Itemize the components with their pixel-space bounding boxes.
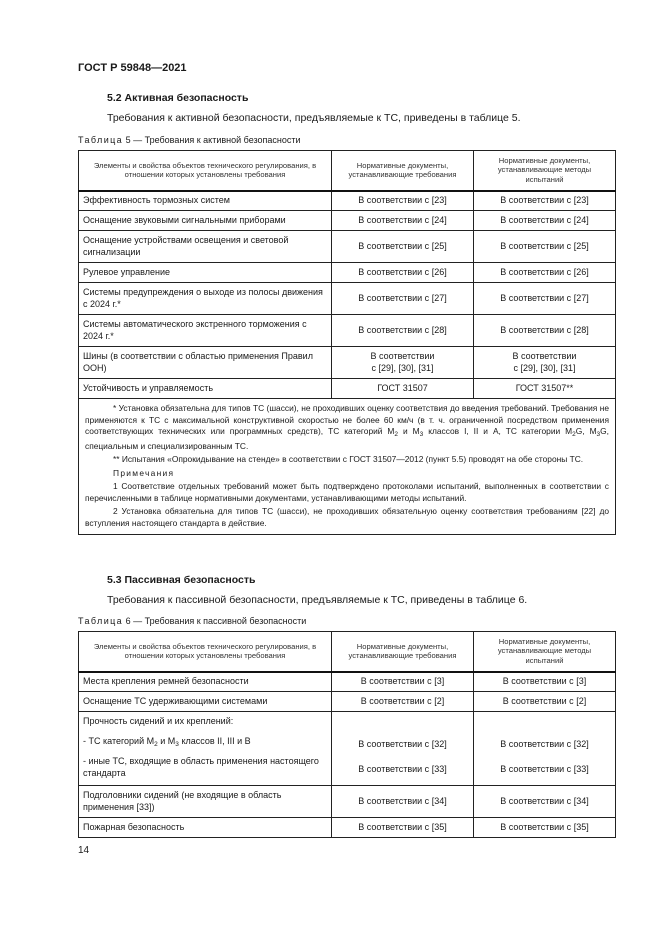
row-requirement: В соответствии с [3] [332,672,474,692]
footnote-text: * Установка обязательна для типов ТС (шасси), не проходивших оценку соответствия до введения требований. Требования не применяются к ТС с максимальной конструктивной скоростью не более 60 км/ч (в т. ч. ограниченной посредством применения соответствующих технических или программных средств), ТС категорий М [85,403,609,436]
table-caption-label: Таблица [78,616,124,626]
notes-title: Примечания [113,467,175,478]
table-row [79,818,616,838]
table-6-passive-safety [78,631,616,838]
footnote-text: G, специальным и специализированным ТС. [85,426,610,451]
table-row [79,211,616,231]
table-caption-text: 5 — Требования к активной безопасности [125,135,301,145]
row-test-method-line: с [29], [30], [31] [513,362,576,373]
seats-item-1-test-method: В соответствии с [32] [500,739,589,749]
row-requirement: В соответствии с [27] [332,283,474,315]
row-requirement: В соответствии с [25] [332,231,474,263]
row-requirement: ГОСТ 31507 [332,379,474,399]
row-test-method-line: В соответствии [512,351,577,361]
header-elements: Элементы и свойства объектов технического регулирования, в отношении которых установлены требования [79,632,332,672]
row-test-method: В соответствии с [24] [474,211,616,231]
section-title-passive-safety: 5.3 Пассивная безопасность [107,574,256,586]
table-caption-text: 6 — Требования к пассивной безопасности [125,616,307,626]
table-5-active-safety [78,150,616,535]
page-number: 14 [78,845,90,856]
table-row [79,786,616,818]
table-row-seats [79,712,616,786]
footnote-text: G, М [575,426,597,436]
header-elements: Элементы и свойства объектов технического регулирования, в отношении которых установлены требования [79,151,332,191]
row-test-method: В соответствии с [2] [474,692,616,712]
section-title-active-safety: 5.2 Активная безопасность [107,92,249,104]
table-caption-label: Таблица [78,135,124,145]
row-name: Подголовники сидений (не входящие в область применения [33]) [79,786,332,818]
row-name: Шины (в соответствии с областью применения Правил ООН) [79,347,332,379]
row-name: Оснащение звуковыми сигнальными приборами [79,211,332,231]
seats-item-text: и М [160,735,176,746]
row-requirement [332,347,474,379]
seats-title: Прочность сидений и их креплений: [83,716,234,726]
table-row [79,315,616,347]
footnote-double-asterisk: ** Испытания «Опрокидывание на стенде» в соответствии с ГОСТ 31507—2012 (пункт 5.5) проводят на обе стороны ТС. [113,454,584,464]
row-requirement-line: В соответствии [370,351,435,361]
row-test-method [474,347,616,379]
row-name: Системы автоматического экстренного торможения с 2024 г.* [79,315,332,347]
row-requirement: В соответствии с [26] [332,263,474,283]
subscript: 2 [154,740,158,748]
header-requirement-docs: Нормативные документы, устанавливающие требования [332,151,474,191]
subscript: 2 [394,431,399,438]
row-requirement [332,712,474,786]
table-row [79,672,616,692]
row-name: Места крепления ремней безопасности [79,672,332,692]
table-row [79,347,616,379]
subscript: 3 [596,431,601,438]
row-name: Пожарная безопасность [79,818,332,838]
table-row [79,231,616,263]
table-row [79,692,616,712]
seats-item-2-test-method: В соответствии с [33] [500,763,589,774]
table-header-row [79,632,616,672]
table-row [79,283,616,315]
note-2: 2 Установка обязательна для типов ТС (шасси), не проходивших обязательную оценку соответствия требованиям [22] до вступления настоящего стандарта в действие. [85,506,609,528]
seats-item-text: - ТС категорий М [83,735,155,746]
row-requirement: В соответствии с [34] [332,786,474,818]
footnote-text: классов I, II и A, ТС категории М [428,426,573,436]
row-requirement: В соответствии с [24] [332,211,474,231]
seats-item-2: - иные ТС, входящие в область применения настоящего стандарта [83,756,319,778]
row-test-method: В соответствии с [27] [474,283,616,315]
table-notes-row [79,399,616,535]
footnote-text: и М [403,426,420,436]
document-code: ГОСТ Р 59848—2021 [78,62,187,74]
row-requirement: В соответствии с [28] [332,315,474,347]
row-name: Эффективность тормозных систем [79,191,332,211]
row-test-method: В соответствии с [23] [474,191,616,211]
header-test-method-docs: Нормативные документы, устанавливающие методы испытаний [474,632,616,672]
table-header-row [79,151,616,191]
row-name [79,712,332,786]
note-1: 1 Соответствие отдельных требований может быть подтверждено протоколами испытаний, выполненных в соответствии с перечисленными в таблице нормативными документами, устанавливающими методы испытаний. [85,481,609,503]
row-name: Системы предупреждения о выходе из полосы движения с 2024 г.* [79,283,332,315]
row-requirement: В соответствии с [35] [332,818,474,838]
row-test-method: В соответствии с [25] [474,231,616,263]
row-name: Устойчивость и управляемость [79,379,332,399]
row-test-method: В соответствии с [26] [474,263,616,283]
seats-item-text: классов II, III и В [181,735,251,746]
table-notes [79,399,616,535]
subscript: 3 [419,431,424,438]
row-name: Рулевое управление [79,263,332,283]
row-requirement: В соответствии с [23] [332,191,474,211]
section-intro-passive-safety: Требования к пассивной безопасности, предъявляемые к ТС, приведены в таблице 6. [107,594,528,606]
row-test-method: В соответствии с [3] [474,672,616,692]
row-test-method [474,712,616,786]
row-requirement-line: с [29], [30], [31] [371,362,434,373]
footnote-asterisk [85,403,609,452]
header-test-method-docs: Нормативные документы, устанавливающие методы испытаний [474,151,616,191]
seats-item-1-requirement: В соответствии с [32] [358,739,447,749]
table-row [79,379,616,399]
row-test-method: В соответствии с [35] [474,818,616,838]
header-requirement-docs: Нормативные документы, устанавливающие требования [332,632,474,672]
row-test-method: ГОСТ 31507** [474,379,616,399]
table-5-caption [78,135,301,145]
row-name: Оснащение устройствами освещения и световой сигнализации [79,231,332,263]
seats-item-1 [83,736,327,751]
subscript: 3 [175,740,179,748]
row-name: Оснащение ТС удерживающими системами [79,692,332,712]
section-intro-active-safety: Требования к активной безопасности, предъявляемые к ТС, приведены в таблице 5. [107,112,521,124]
table-row [79,191,616,211]
row-test-method: В соответствии с [28] [474,315,616,347]
row-requirement: В соответствии с [2] [332,692,474,712]
table-6-caption [78,616,306,626]
subscript: 2 [572,431,576,438]
row-test-method: В соответствии с [34] [474,786,616,818]
seats-item-2-requirement: В соответствии с [33] [358,763,447,774]
table-row [79,263,616,283]
